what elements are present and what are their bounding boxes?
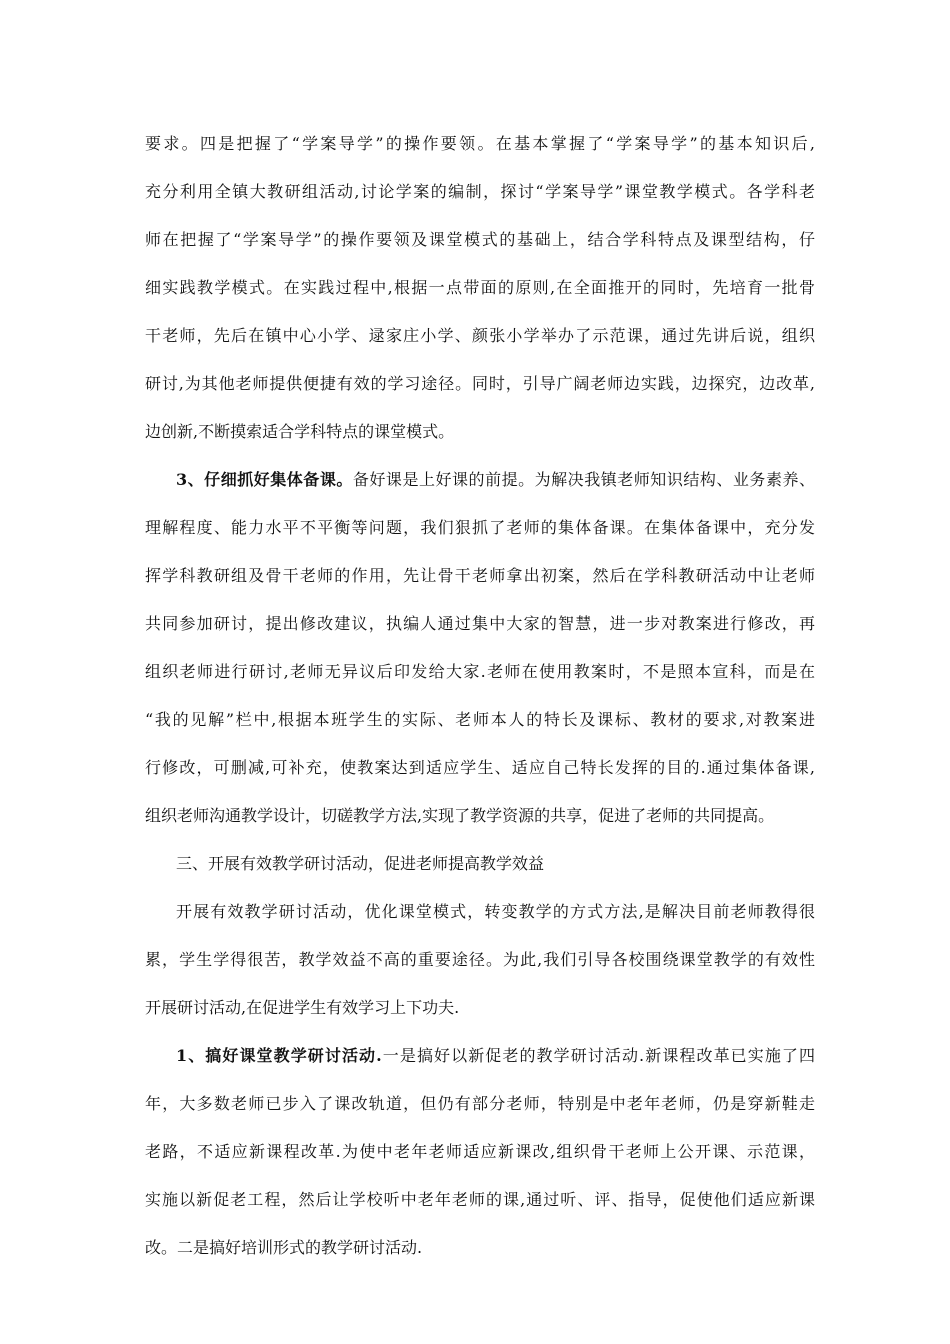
subheading-classroom-research: 1、搞好课堂教学研讨活动. [176,1046,382,1065]
text-line: 实施以新促老工程，然后让学校听中老年老师的课,通过听、评、指导，促使他们适应新课 [145,1190,815,1209]
text-line: 老路，不适应新课程改革.为使中老年老师适应新课改,组织骨干老师上公开课、示范课， [145,1142,815,1161]
text-span: 一是搞好以新促老的教学研讨活动.新课程改革已实施了四 [381,1046,815,1065]
text-line [176,470,815,490]
text-line: 边创新,不断摸索适合学科特点的课堂模式。 [145,422,455,441]
text-line: 充分利用全镇大教研组活动,讨论学案的编制，探讨“学案导学”课堂教学模式。各学科老 [145,182,815,201]
text-line: 共同参加研讨，提出修改建议，执编人通过集中大家的智慧，进一步对教案进行修改，再 [145,614,815,633]
text-line: 要求。四是把握了“学案导学”的操作要领。在基本掌握了“学案导学”的基本知识后, [145,134,815,153]
text-line: 研讨,为其他老师提供便捷有效的学习途径。同时，引导广阔老师边实践，边探究，边改革, [145,374,815,393]
text-line: 师在把握了“学案导学”的操作要领及课堂模式的基础上，结合学科特点及课型结构，仔 [145,230,815,249]
text-line: “我的见解”栏中,根据本班学生的实际、老师本人的特长及课标、教材的要求,对教案进 [145,710,815,729]
text-line [176,1046,815,1066]
text-line: 开展研讨活动,在促进学生有效学习上下功夫. [145,998,460,1017]
section-heading-3: 三、开展有效教学研讨活动，促进老师提高教学效益 [176,854,545,873]
text-line: 组织老师进行研讨,老师无异议后印发给大家.老师在使用教案时，不是照本宣科，而是在 [145,662,815,681]
text-span: 备好课是上好课的前提。为解决我镇老师知识结构、业务素养、 [352,470,815,489]
text-line: 累，学生学得很苦，教学效益不高的重要途径。为此,我们引导各校围绕课堂教学的有效性 [145,950,815,969]
text-line: 开展有效教学研讨活动，优化课堂模式，转变教学的方式方法,是解决目前老师教得很 [176,902,815,921]
text-line: 挥学科教研组及骨干老师的作用，先让骨干老师拿出初案，然后在学科教研活动中让老师 [145,566,815,585]
text-line: 行修改，可删减,可补充，使教案达到适应学生、适应自己特长发挥的目的.通过集体备课, [145,758,815,777]
text-line: 干老师，先后在镇中心小学、逯家庄小学、颜张小学举办了示范课，通过先讲后说，组织 [145,326,815,345]
text-line: 细实践教学模式。在实践过程中,根据一点带面的原则,在全面推开的同时，先培育一批骨 [145,278,815,297]
text-line: 年，大多数老师已步入了课改轨道，但仍有部分老师，特别是中老年老师，仍是穿新鞋走 [145,1094,815,1113]
text-line: 改。二是搞好培训形式的教学研讨活动. [145,1238,423,1257]
text-line: 理解程度、能力水平不平衡等问题，我们狠抓了老师的集体备课。在集体备课中，充分发 [145,518,815,537]
subheading-collective-lesson-prep: 3、仔细抓好集体备课。 [176,470,353,489]
text-line: 组织老师沟通教学设计，切磋教学方法,实现了教学资源的共享，促进了老师的共同提高。 [145,806,775,825]
